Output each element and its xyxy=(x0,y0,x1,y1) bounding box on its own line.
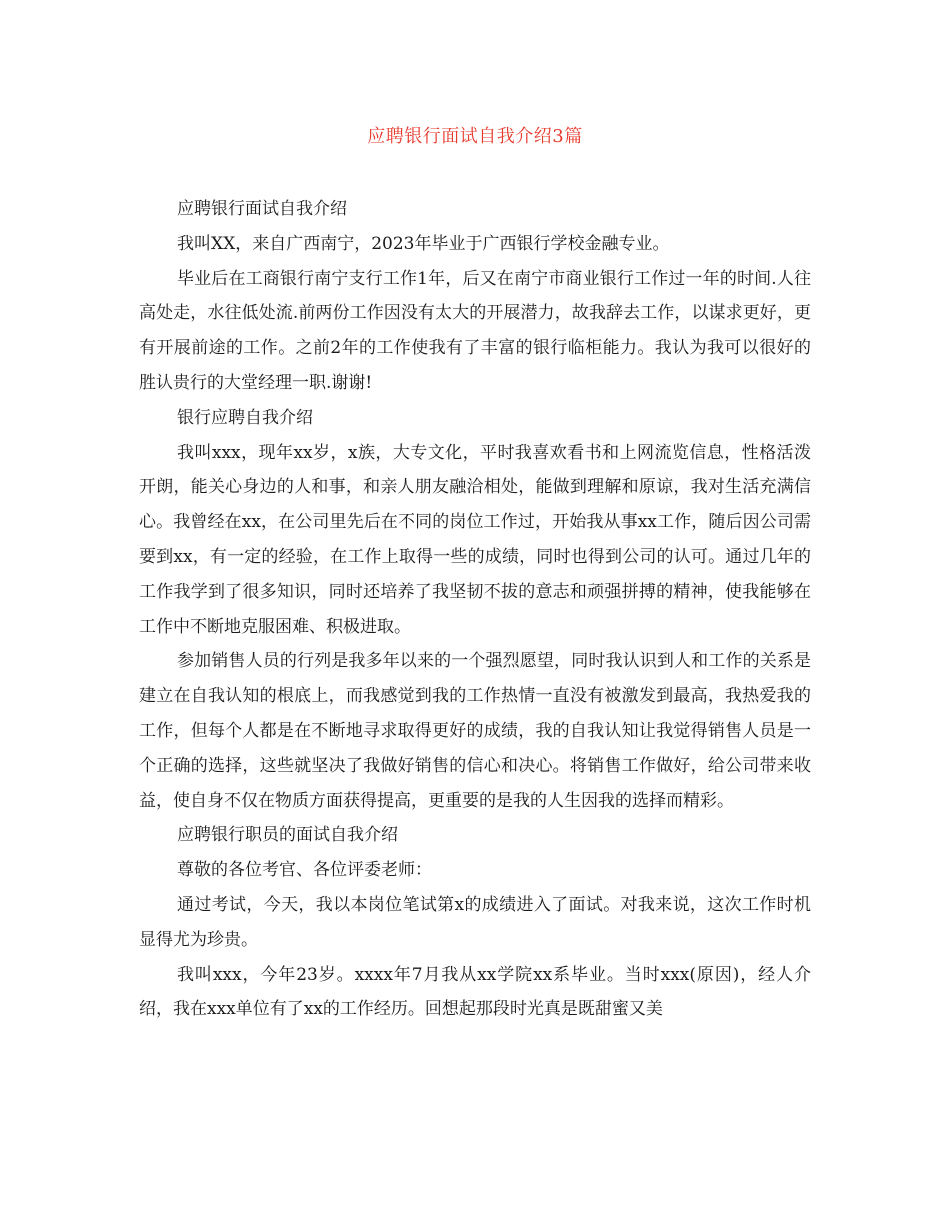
salutation: 尊敬的各位考官、各位评委老师： xyxy=(177,860,432,881)
section-heading-3: 应聘银行职员的面试自我介绍 xyxy=(177,825,398,846)
paragraph: 通过考试，今天，我以本岗位笔试第x的成绩进入了面试。对我来说，这次工作时机显得尤为珍贵。 xyxy=(139,894,811,950)
section-heading-1: 应聘银行面试自我介绍 xyxy=(177,199,347,219)
section-heading-2: 银行应聘自我介绍 xyxy=(177,407,313,428)
paragraph: 我叫xxx，今年23岁。xxxx年7月我从xx学院xx系毕业。当时xxx(原因)，经人介绍，我在xxx单位有了xx的工作经历。回想起那段时光真是既甜蜜又美 xyxy=(139,964,811,1020)
document-title: 应聘银行面试自我介绍3篇 xyxy=(367,126,583,147)
paragraph: 我叫XX，来自广西南宁，2023年毕业于广西银行学校金融专业。 xyxy=(177,233,670,254)
document-body xyxy=(139,192,811,1027)
paragraph: 参加销售人员的行列是我多年以来的一个强烈愿望，同时我认识到人和工作的关系是建立在自我认知的根底上，而我感觉到我的工作热情一直没有被激发到最高，我热爱我的工作，但每个人都是在不断地寻求取得更好的成绩，我的自我认知让我觉得销售人员是一个正确的选择，这些就坚决了我做好销售的信心和决心。将销售工作做好，给公司带来收益，使自身不仅在物质方面获得提高，更重要的是我的人生因我的选择而精彩。 xyxy=(139,651,811,811)
paragraph: 毕业后在工商银行南宁支行工作1年，后又在南宁市商业银行工作过一年的时间.人往高处走，水往低处流.前两份工作因没有太大的开展潜力，故我辞去工作，以谋求更好，更有开展前途的工作。之前2年的工作使我有了丰富的银行临柜能力。我认为我可以很好的胜认贵行的大堂经理一职.谢谢! xyxy=(139,268,811,393)
paragraph: 我叫xxx，现年xx岁，x族，大专文化，平时我喜欢看书和上网流览信息，性格活泼开朗，能关心身边的人和事，和亲人朋友融洽相处，能做到理解和原谅，我对生活充满信心。我曾经在xx，在公司里先后在不同的岗位工作过，开始我从事xx工作，随后因公司需要到xx，有一定的经验，在工作上取得一些的成绩，同时也得到公司的认可。通过几年的工作我学到了很多知识，同时还培养了我坚韧不拔的意志和顽强拼搏的精神，使我能够在工作中不断地克服困难、积极进取。 xyxy=(139,442,811,637)
